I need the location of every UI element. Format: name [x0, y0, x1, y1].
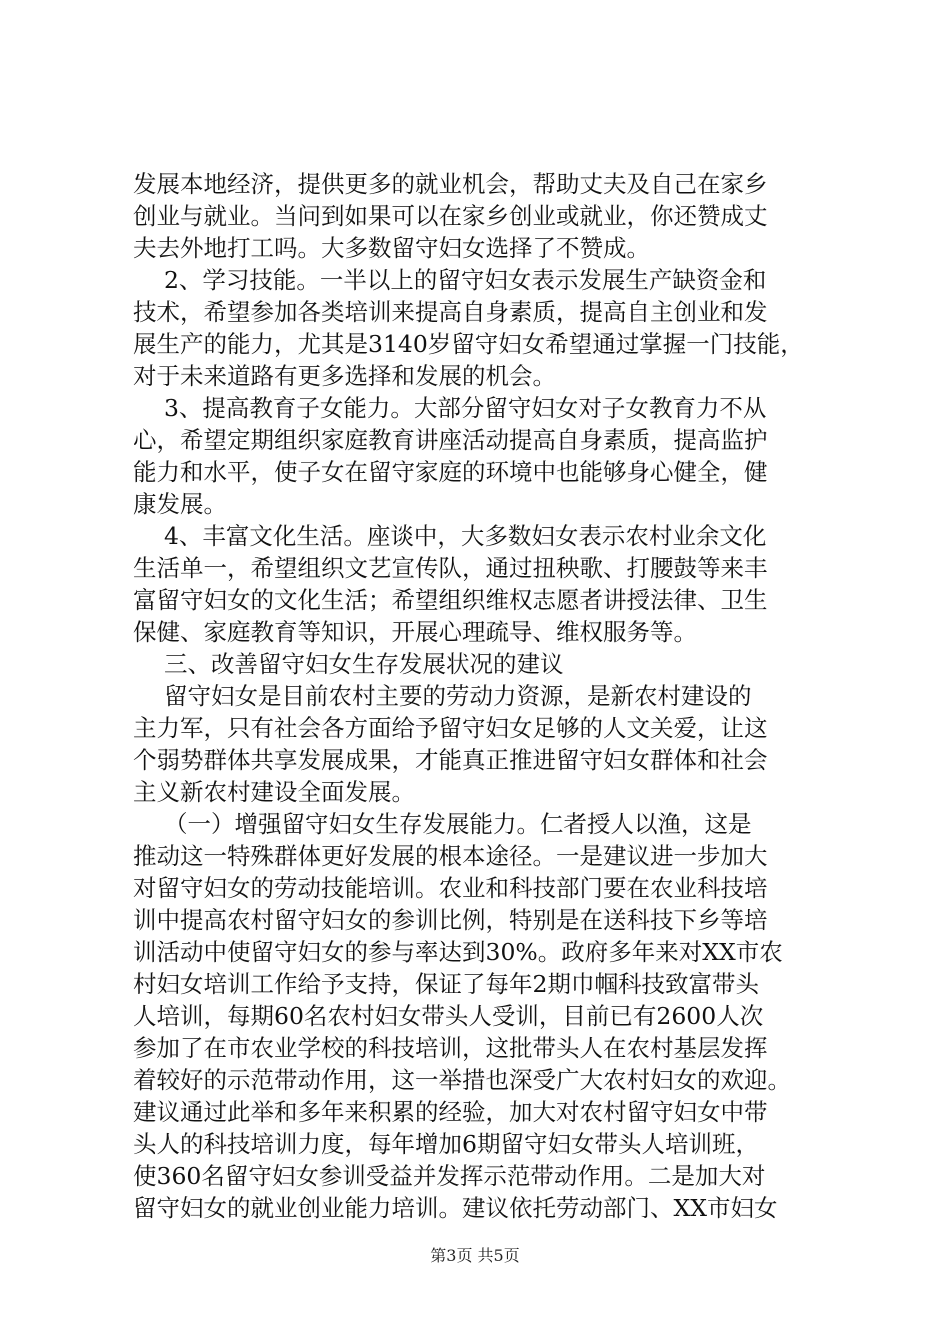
text-line: 3、提高教育子女能力。大部分留守妇女对子女教育力不从 [133, 394, 767, 422]
text-line: 康发展。 [133, 490, 227, 518]
text-line: 训活动中使留守妇女的参与率达到30%。政府多年来对XX市农 [133, 938, 783, 966]
text-line: 头人的科技培训力度，每年增加6期留守妇女带头人培训班， [133, 1130, 759, 1158]
text-line: 使360名留守妇女参训受益并发挥示范带动作用。二是加大对 [133, 1162, 766, 1190]
text-line: 建议通过此举和多年来积累的经验，加大对农村留守妇女中带 [133, 1098, 768, 1126]
text-line: 训中提高农村留守妇女的参训比例，特别是在送科技下乡等培 [133, 906, 768, 934]
text-line: 心，希望定期组织家庭教育讲座活动提高自身素质，提高监护 [133, 426, 768, 454]
text-line: 推动这一特殊群体更好发展的根本途径。一是建议进一步加大 [133, 842, 768, 870]
text-line: 2、学习技能。一半以上的留守妇女表示发展生产缺资金和 [133, 266, 767, 294]
section-heading: 三、改善留守妇女生存发展状况的建议 [133, 650, 564, 678]
text-line: 留守妇女是目前农村主要的劳动力资源，是新农村建设的 [133, 682, 752, 710]
text-line: 夫去外地打工吗。大多数留守妇女选择了不赞成。 [133, 234, 650, 262]
text-line: 主力军，只有社会各方面给予留守妇女足够的人文关爱，让这 [133, 714, 768, 742]
text-line: 人培训，每期60名农村妇女带头人受训，目前已有2600人次 [133, 1002, 764, 1030]
text-line: 富留守妇女的文化生活；希望组织维权志愿者讲授法律、卫生 [133, 586, 768, 614]
text-line: 村妇女培训工作给予支持，保证了每年2期巾帼科技致富带头 [133, 970, 759, 998]
text-line: 4、丰富文化生活。座谈中，大多数妇女表示农村业余文化 [133, 522, 767, 550]
text-line: 发展本地经济，提供更多的就业机会，帮助丈夫及自己在家乡 [133, 170, 768, 198]
text-line: 参加了在市农业学校的科技培训，这批带头人在农村基层发挥 [133, 1034, 768, 1062]
text-line: （一）增强留守妇女生存发展能力。仁者授人以渔，这是 [133, 810, 752, 838]
text-line: 能力和水平，使子女在留守家庭的环境中也能够身心健全，健 [133, 458, 768, 486]
text-line: 保健、家庭教育等知识，开展心理疏导、维权服务等。 [133, 618, 697, 646]
text-line: 留守妇女的就业创业能力培训。建议依托劳动部门、XX市妇女 [133, 1194, 778, 1222]
text-line: 展生产的能力，尤其是3140岁留守妇女希望通过掌握一门技能， [133, 330, 804, 358]
text-line: 主义新农村建设全面发展。 [133, 778, 415, 806]
text-line: 创业与就业。当问到如果可以在家乡创业或就业，你还赞成丈 [133, 202, 768, 230]
text-line: 生活单一，希望组织文艺宣传队，通过扭秧歌、打腰鼓等来丰 [133, 554, 768, 582]
text-line: 对留守妇女的劳动技能培训。农业和科技部门要在农业科技培 [133, 874, 768, 902]
page-footer: 第3页 共5页 [430, 1246, 520, 1265]
text-line: 着较好的示范带动作用，这一举措也深受广大农村妇女的欢迎。 [133, 1066, 791, 1094]
text-line: 个弱势群体共享发展成果，才能真正推进留守妇女群体和社会 [133, 746, 768, 774]
text-line: 技术，希望参加各类培训来提高自身素质，提高自主创业和发 [133, 298, 768, 326]
text-line: 对于未来道路有更多选择和发展的机会。 [133, 362, 556, 390]
